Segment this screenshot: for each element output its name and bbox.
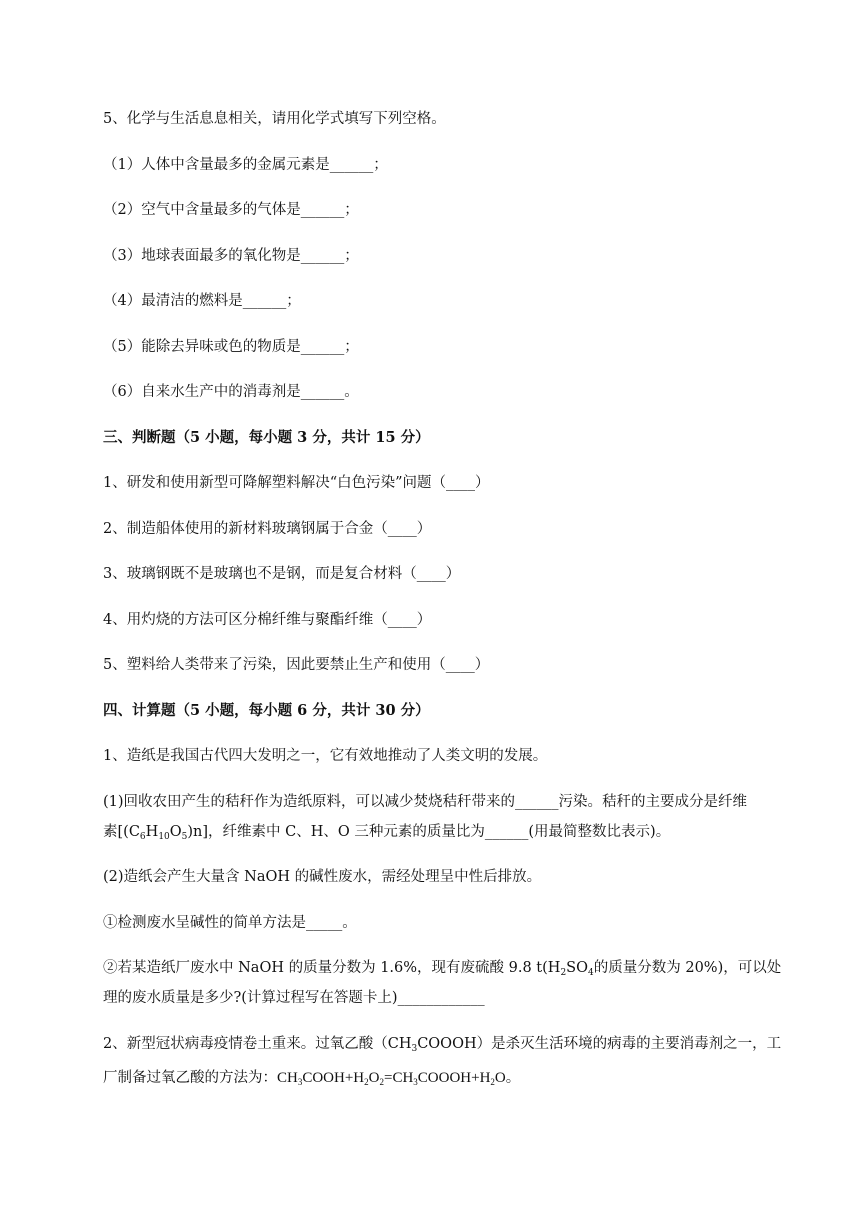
reaction-equation: $CH_3COOH+H_2O_2=CH_3COOOH+H_2O$ bbox=[277, 1070, 506, 1087]
calc-q1-part2: (2)造纸会产生大量含 NaOH 的碱性废水，需经处理呈中性后排放。 bbox=[103, 869, 542, 885]
calc-q2-line2: 厂制备过氧乙酸的方法为：$CH_3COOH+H_2O_2=CH_3COOOH+H_2O$。 bbox=[103, 1070, 521, 1087]
judge-item-4: 4、用灼烧的方法可区分棉纤维与聚酯纤维（____） bbox=[103, 612, 432, 628]
q5-item-1: （1）人体中含量最多的金属元素是______； bbox=[103, 157, 388, 173]
section3-heading: 三、判断题（5 小题，每小题 3 分，共计 15 分） bbox=[103, 429, 430, 446]
calc-q1-part2-b-line2: 理的废水质量是多少?(计算过程写在答题卡上)____________ bbox=[103, 990, 485, 1006]
q5-item-4: （4）最清洁的燃料是______； bbox=[103, 293, 301, 309]
judge-item-5: 5、塑料给人类带来了污染，因此要禁止生产和使用（____） bbox=[103, 657, 490, 673]
q5-item-5: （5）能除去异味或色的物质是______； bbox=[103, 339, 359, 355]
q5-item-2: （2）空气中含量最多的气体是______； bbox=[103, 202, 359, 218]
q5-item-3: （3）地球表面最多的氧化物是______； bbox=[103, 248, 359, 264]
calc-q1-part2-a: ①检测废水呈碱性的简单方法是_____。 bbox=[103, 915, 357, 931]
calc-q2-line1: 2、新型冠状病毒疫情卷土重来。过氧乙酸$(CH_3COOOH)$是杀灭生活环境的病毒的主要消毒剂之一，工 bbox=[103, 1036, 782, 1054]
q5-item-6: （6）自来水生产中的消毒剂是______。 bbox=[103, 384, 359, 400]
calc-q1-part1-line2: 素$[(C_6H_{10}O_5)n]$，纤维素中 C、H、O 三种元素的质量比为______(用最简整数比表示)。 bbox=[103, 824, 671, 842]
calc-q1-part1-line1: (1)回收农田产生的秸秆作为造纸原料，可以减少焚烧秸秆带来的______污染。秸秆的主要成分是纤维 bbox=[103, 794, 748, 810]
judge-item-1: 1、研发和使用新型可降解塑料解决“白色污染”问题（____） bbox=[103, 475, 490, 491]
calc-q1-intro: 1、造纸是我国古代四大发明之一，它有效地推动了人类文明的发展。 bbox=[103, 748, 548, 764]
judge-item-3: 3、玻璃钢既不是玻璃也不是钢，而是复合材料（____） bbox=[103, 566, 461, 582]
judge-item-2: 2、制造船体使用的新材料玻璃钢属于合金（____） bbox=[103, 521, 432, 537]
calc-q1-part2-b-line1: ②若某造纸厂废水中 NaOH 的质量分数为 1.6%，现有废硫酸 9.8 $t(H_2SO_4$的质量分数为 20%)，可以处 bbox=[103, 960, 782, 978]
q5-title: 5、化学与生活息息相关，请用化学式填写下列空格。 bbox=[103, 111, 446, 127]
section4-heading: 四、计算题（5 小题，每小题 6 分，共计 30 分） bbox=[103, 702, 430, 719]
